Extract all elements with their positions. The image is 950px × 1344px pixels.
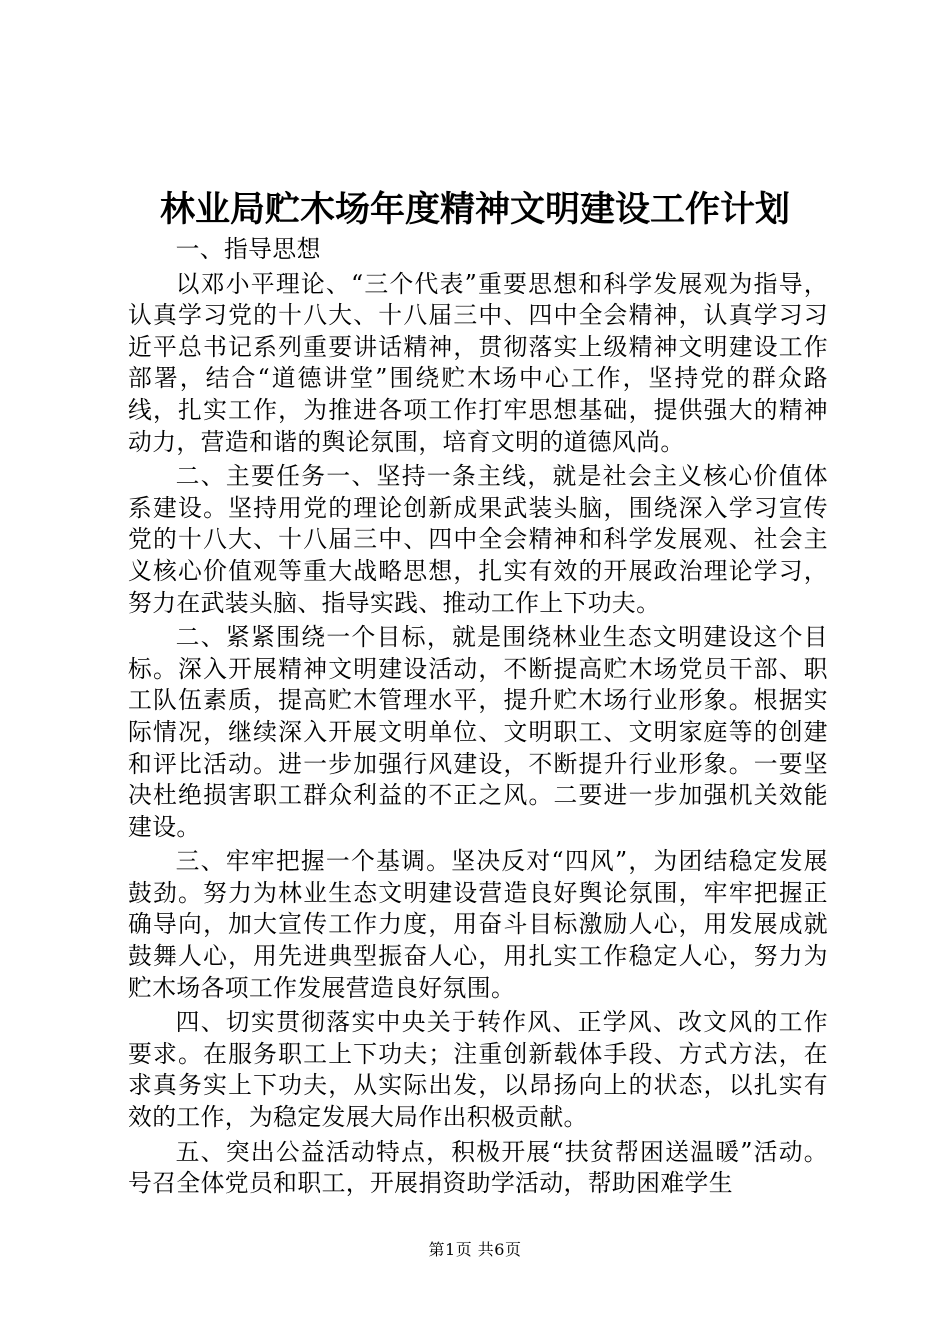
- document-body: [128, 234, 828, 1203]
- section-heading-guiding-ideology: 一、指导思想: [175, 235, 321, 263]
- page-footer: 第1页 共6页: [428, 1240, 522, 1259]
- paragraph-1: 以邓小平理论、“三个代表”重要思想和科学发展观为指导，认真学习党的十八大、十八届三中、四中全会精神，认真学习习近平总书记系列重要讲话精神，贯彻落实上级精神文明建设工作部署，结合“道德讲堂”围绕贮木场中心工作，坚持党的群众路线，扎实工作，为推进各项工作打牢思想基础，提供强大的精神动力，营造和谐的舆论氛围，培育文明的道德风尚。: [128, 269, 828, 456]
- paragraph-5: 四、切实贯彻落实中央关于转作风、正学风、改文风的工作要求。在服务职工上下功夫；注重创新载体手段、方式方法，在求真务实上下功夫，从实际出发，以昂扬向上的状态，以扎实有效的工作，为稳定发展大局作出积极贡献。: [128, 1008, 828, 1132]
- document-title: 林业局贮木场年度精神文明建设工作计划: [159, 190, 790, 230]
- paragraph-4: 三、牢牢把握一个基调。坚决反对“四风”，为团结稳定发展鼓劲。努力为林业生态文明建设营造良好舆论氛围，牢牢把握正确导向，加大宣传工作力度，用奋斗目标激励人心，用发展成就鼓舞人心，用先进典型振奋人心，用扎实工作稳定人心，努力为贮木场各项工作发展营造良好氛围。: [128, 847, 828, 1002]
- paragraph-6: 五、突出公益活动特点，积极开展“扶贫帮困送温暖”活动。号召全体党员和职工，开展捐资助学活动，帮助困难学生: [128, 1137, 828, 1198]
- paragraph-2: 二、主要任务一、坚持一条主线，就是社会主义核心价值体系建设。坚持用党的理论创新成果武装头脑，围绕深入学习宣传党的十八大、十八届三中、四中全会精神和科学发展观、社会主义核心价值观等重大战略思想，扎实有效的开展政治理论学习，努力在武装头脑、指导实践、推动工作上下功夫。: [128, 462, 828, 617]
- paragraph-3: 二、紧紧围绕一个目标，就是围绕林业生态文明建设这个目标。深入开展精神文明建设活动，不断提高贮木场党员干部、职工队伍素质，提高贮木管理水平，提升贮木场行业形象。根据实际情况，继续深入开展文明单位、文明职工、文明家庭等的创建和评比活动。进一步加强行风建设，不断提升行业形象。一要坚决杜绝损害职工群众利益的不正之风。二要进一步加强机关效能建设。: [128, 623, 828, 841]
